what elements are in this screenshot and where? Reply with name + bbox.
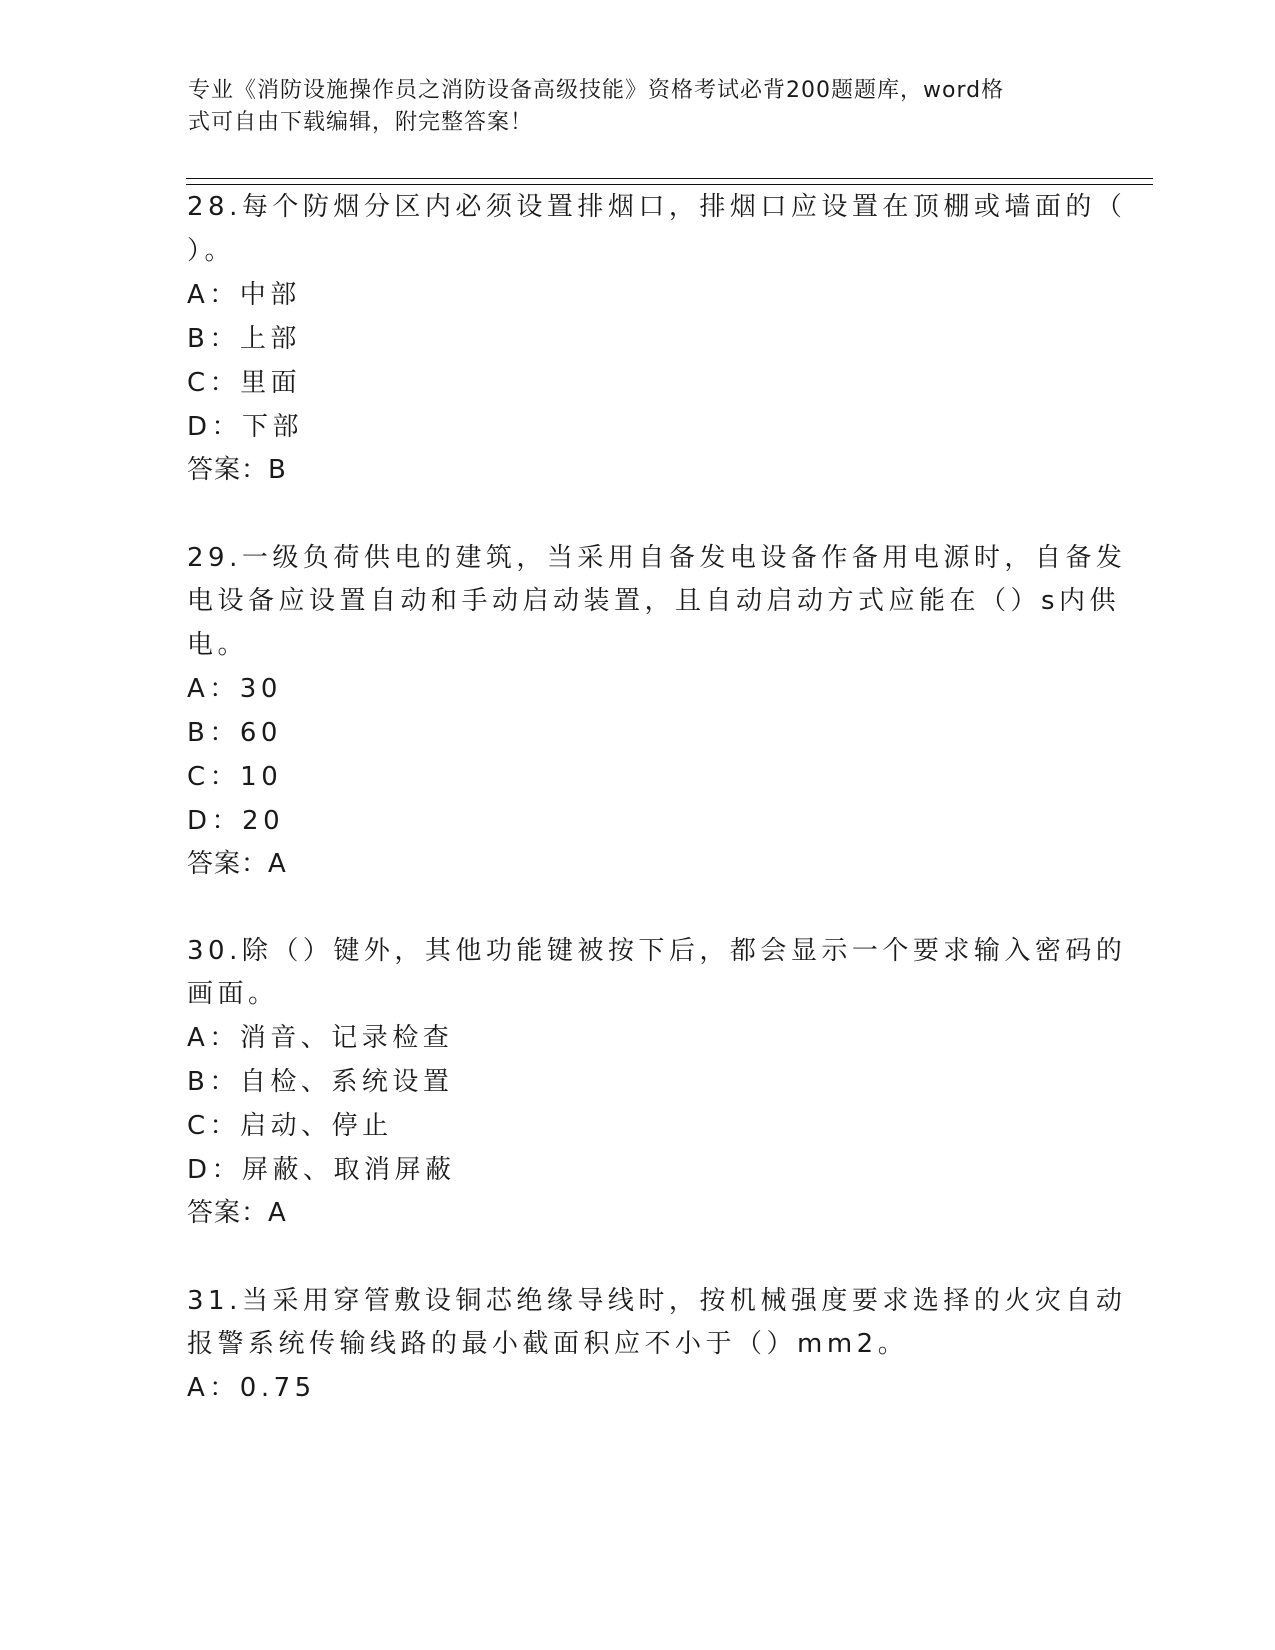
question-28-option-c: C：里面 xyxy=(187,368,302,398)
question-28-stem-line-2: ）。 xyxy=(187,236,236,266)
question-29-stem-line-2: 电设备应设置自动和手动启动装置，且自动启动方式应能在（）s内供 xyxy=(187,586,1121,616)
question-29-option-c: C：10 xyxy=(187,762,283,792)
question-30-option-d: D：屏蔽、取消屏蔽 xyxy=(187,1155,456,1185)
question-28-answer: 答案：B xyxy=(187,455,287,485)
question-30-option-b: B：自检、系统设置 xyxy=(187,1067,454,1097)
question-31-stem-line-1: 31.当采用穿管敷设铜芯绝缘导线时，按机械强度要求选择的火灾自动 xyxy=(187,1286,1127,1316)
question-28-option-a: A：中部 xyxy=(187,280,301,310)
question-30-answer: 答案：A xyxy=(187,1198,287,1228)
question-30-stem-line-2: 画面。 xyxy=(187,979,279,1009)
question-29-stem-line-1: 29.一级负荷供电的建筑，当采用自备发电设备作备用电源时，自备发 xyxy=(187,543,1127,573)
question-30-option-a: A：消音、记录检查 xyxy=(187,1023,454,1053)
question-29-option-d: D：20 xyxy=(187,806,285,836)
question-31-stem-line-2: 报警系统传输线路的最小截面积应不小于（）mm2。 xyxy=(187,1329,909,1359)
document-title-line-1: 专业《消防设施操作员之消防设备高级技能》资格考试必背200题题库，word格 xyxy=(188,78,1005,103)
question-29-answer: 答案：A xyxy=(187,849,287,879)
question-28-option-d: D：下部 xyxy=(187,412,304,442)
question-31-option-a: A：0.75 xyxy=(187,1373,316,1403)
question-29-stem-line-3: 电。 xyxy=(187,630,249,660)
document-title-line-2: 式可自由下载编辑，附完整答案！ xyxy=(188,110,534,135)
question-29-option-a: A：30 xyxy=(187,674,282,704)
header-divider-bottom xyxy=(186,184,1153,185)
question-29-option-b: B：60 xyxy=(187,718,282,748)
question-28-stem-line-1: 28.每个防烟分区内必须设置排烟口，排烟口应设置在顶棚或墙面的（ xyxy=(187,192,1127,222)
header-divider-top xyxy=(186,178,1153,179)
question-28-option-b: B：上部 xyxy=(187,324,301,354)
question-30-option-c: C：启动、停止 xyxy=(187,1111,393,1141)
question-30-stem-line-1: 30.除（）键外，其他功能键被按下后，都会显示一个要求输入密码的 xyxy=(187,936,1127,966)
